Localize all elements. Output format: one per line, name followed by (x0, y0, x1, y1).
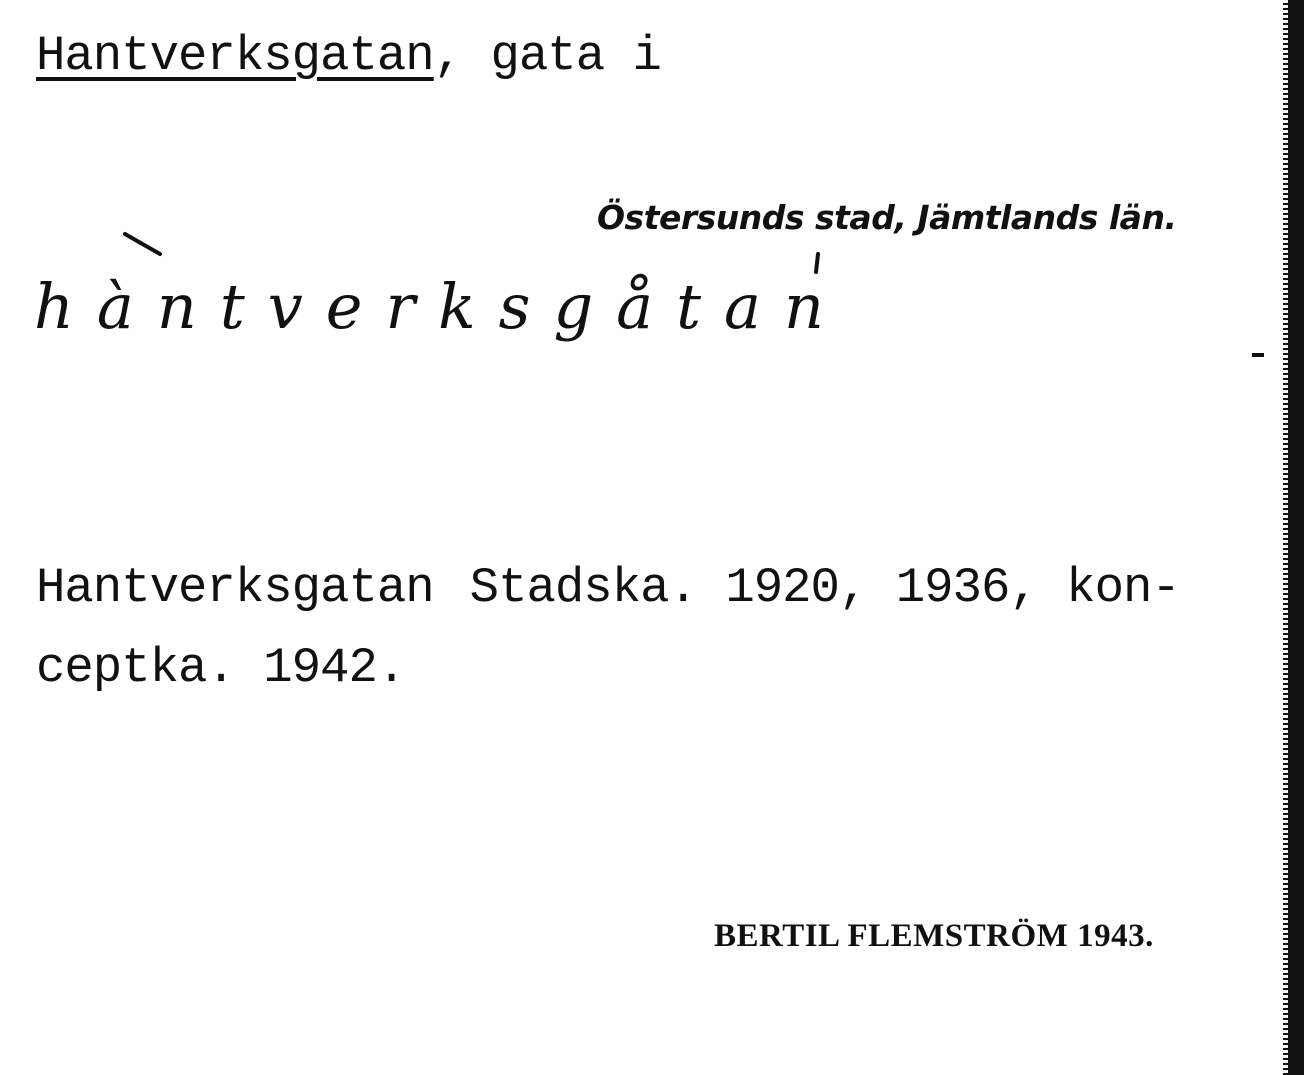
card-header (36, 28, 661, 84)
collector-signature: BERTIL FLEMSTRÖM 1943. (714, 918, 1154, 954)
entry-body (36, 548, 1180, 708)
headword-suffix: , gata i (433, 28, 661, 84)
entry-line-2: ceptka. 1942. (36, 640, 406, 696)
pronunciation-text: hàntverksgåtan (34, 270, 847, 343)
grave-accent-mark (125, 234, 160, 254)
entry-line-1 (36, 548, 1180, 628)
headword: Hantverksgatan (36, 28, 434, 84)
handwritten-pronunciation (30, 224, 1110, 384)
entry-sources: Stadska. 1920, 1936, kon- (469, 560, 1180, 616)
entry-name: Hantverksgatan (36, 560, 434, 616)
location-stamp: Östersunds stad, Jämtlands län. (597, 198, 1177, 237)
card-edge (1288, 0, 1304, 1075)
ink-speck (1252, 353, 1264, 357)
